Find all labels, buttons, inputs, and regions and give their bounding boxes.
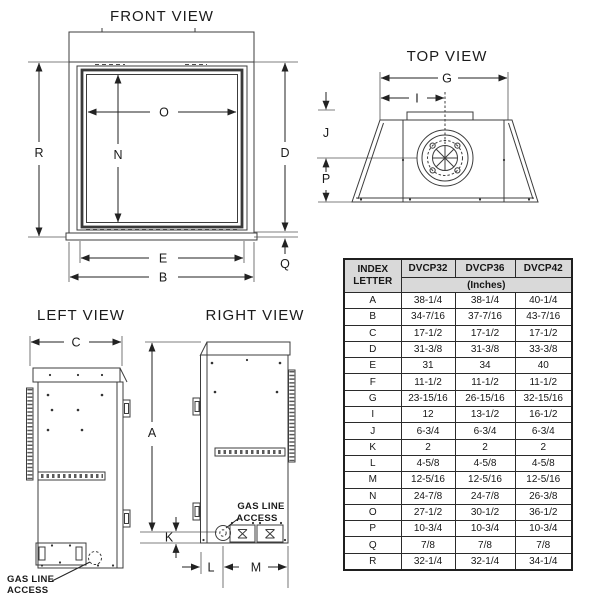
column-header-dvcp36: DVCP36 <box>455 259 515 278</box>
left-view-cabinet-outline <box>27 368 131 568</box>
table-row <box>344 341 572 357</box>
index-letter-cell: G <box>344 390 401 406</box>
index-letter-cell: A <box>344 293 401 309</box>
value-cell: 7/8 <box>515 537 572 553</box>
table-row <box>344 407 572 423</box>
left-view-drawing <box>0 300 150 600</box>
value-cell: 27-1/2 <box>401 504 455 520</box>
index-letter-cell: J <box>344 423 401 439</box>
dim-label-b: B <box>158 270 168 285</box>
dim-i <box>381 92 445 151</box>
value-cell: 26-15/16 <box>455 390 515 406</box>
value-cell: 10-3/4 <box>401 521 455 537</box>
index-letter-header-line2: LETTER <box>353 276 393 287</box>
table-row <box>344 504 572 520</box>
value-cell: 40-1/4 <box>515 293 572 309</box>
table-row <box>344 553 572 570</box>
dim-label-c: C <box>71 335 81 350</box>
table-header-row <box>344 259 572 278</box>
value-cell: 24-7/8 <box>401 488 455 504</box>
value-cell: 23-15/16 <box>401 390 455 406</box>
value-cell: 11-1/2 <box>455 374 515 390</box>
index-letter-cell: O <box>344 504 401 520</box>
value-cell: 12-5/16 <box>401 472 455 488</box>
dim-label-m: M <box>250 560 262 575</box>
index-letter-cell: B <box>344 309 401 325</box>
value-cell: 38-1/4 <box>401 293 455 309</box>
dim-q <box>280 239 290 271</box>
dim-o <box>88 106 236 120</box>
dim-label-e: E <box>158 251 168 266</box>
value-cell: 24-7/8 <box>455 488 515 504</box>
table-row <box>344 358 572 374</box>
table-row <box>344 374 572 390</box>
dim-j-p <box>317 92 417 202</box>
dim-label-i: I <box>415 91 419 106</box>
value-cell: 7/8 <box>455 537 515 553</box>
value-cell: 2 <box>455 439 515 455</box>
value-cell: 32-1/4 <box>455 553 515 570</box>
index-letter-cell: I <box>344 407 401 423</box>
value-cell: 31 <box>401 358 455 374</box>
dim-label-l: L <box>207 560 215 575</box>
dim-label-j: J <box>322 126 330 140</box>
spec-table <box>343 258 573 571</box>
value-cell: 4-5/8 <box>401 455 455 471</box>
dim-d <box>254 62 298 237</box>
value-cell: 2 <box>401 439 455 455</box>
value-cell: 6-3/4 <box>515 423 572 439</box>
gas-line-access-left <box>7 552 102 597</box>
value-cell: 43-7/16 <box>515 309 572 325</box>
value-cell: 31-3/8 <box>455 341 515 357</box>
value-cell: 17-1/2 <box>401 325 455 341</box>
left-view-title: LEFT VIEW <box>37 307 125 324</box>
dim-label-r: R <box>34 146 44 160</box>
dim-label-o: O <box>159 105 169 120</box>
index-letter-cell: P <box>344 521 401 537</box>
dim-label-a: A <box>147 426 157 440</box>
value-cell: 4-5/8 <box>515 455 572 471</box>
table-row <box>344 521 572 537</box>
column-header-dvcp32: DVCP32 <box>401 259 455 278</box>
top-view-title: TOP VIEW <box>406 48 488 65</box>
value-cell: 33-3/8 <box>515 341 572 357</box>
value-cell: 6-3/4 <box>401 423 455 439</box>
table-row <box>344 390 572 406</box>
value-cell: 12-5/16 <box>515 472 572 488</box>
dim-l-m <box>182 546 288 588</box>
index-letter-cell: L <box>344 455 401 471</box>
table-row <box>344 472 572 488</box>
gas-line-access-label-line2: ACCESS <box>7 585 49 596</box>
table-row <box>344 455 572 471</box>
value-cell: 4-5/8 <box>455 455 515 471</box>
gas-line-access-right <box>216 501 285 541</box>
dim-label-n: N <box>113 148 123 162</box>
table-row <box>344 439 572 455</box>
index-letter-cell: N <box>344 488 401 504</box>
front-view-title: FRONT VIEW <box>110 8 214 25</box>
value-cell: 32-15/16 <box>515 390 572 406</box>
index-letter-cell: F <box>344 374 401 390</box>
dim-n <box>113 75 122 222</box>
gas-line-access-label-line2: ACCESS <box>236 513 278 524</box>
value-cell: 34-1/4 <box>515 553 572 570</box>
dim-e <box>80 241 244 266</box>
index-letter-cell: R <box>344 553 401 570</box>
index-letter-cell: E <box>344 358 401 374</box>
value-cell: 6-3/4 <box>455 423 515 439</box>
value-cell: 17-1/2 <box>515 325 572 341</box>
gas-line-access-label-line1: GAS LINE <box>7 574 55 585</box>
value-cell: 34 <box>455 358 515 374</box>
value-cell: 10-3/4 <box>515 521 572 537</box>
table-row <box>344 488 572 504</box>
value-cell: 7/8 <box>401 537 455 553</box>
value-cell: 26-3/8 <box>515 488 572 504</box>
spec-table-body <box>344 293 572 571</box>
value-cell: 37-7/16 <box>455 309 515 325</box>
value-cell: 2 <box>515 439 572 455</box>
dim-c <box>30 336 122 367</box>
table-row <box>344 537 572 553</box>
gas-line-access-label-line1: GAS LINE <box>237 501 285 512</box>
value-cell: 11-1/2 <box>515 374 572 390</box>
top-view-drawing <box>305 40 600 225</box>
units-header: (Inches) <box>401 278 572 293</box>
value-cell: 31-3/8 <box>401 341 455 357</box>
column-header-dvcp42: DVCP42 <box>515 259 572 278</box>
value-cell: 13-1/2 <box>455 407 515 423</box>
right-view-title: RIGHT VIEW <box>205 307 305 324</box>
front-view-unit-outline <box>66 28 257 240</box>
dim-label-g: G <box>442 71 452 86</box>
index-letter-cell: D <box>344 341 401 357</box>
value-cell: 11-1/2 <box>401 374 455 390</box>
dim-r <box>28 62 69 237</box>
value-cell: 12 <box>401 407 455 423</box>
front-view-drawing <box>0 0 320 300</box>
table-row <box>344 423 572 439</box>
index-letter-header-line1: INDEX <box>357 263 389 275</box>
dim-label-k: K <box>164 530 174 545</box>
dim-label-d: D <box>280 146 290 160</box>
value-cell: 40 <box>515 358 572 374</box>
dim-label-q: Q <box>280 257 290 271</box>
value-cell: 34-7/16 <box>401 309 455 325</box>
index-letter-header <box>344 259 401 293</box>
value-cell: 36-1/2 <box>515 504 572 520</box>
spec-table-container <box>343 258 573 571</box>
table-row <box>344 325 572 341</box>
value-cell: 10-3/4 <box>455 521 515 537</box>
index-letter-cell: Q <box>344 537 401 553</box>
index-letter-cell: M <box>344 472 401 488</box>
value-cell: 38-1/4 <box>455 293 515 309</box>
value-cell: 12-5/16 <box>455 472 515 488</box>
index-letter-cell: K <box>344 439 401 455</box>
value-cell: 30-1/2 <box>455 504 515 520</box>
dim-label-p: P <box>321 172 331 186</box>
index-letter-cell: C <box>344 325 401 341</box>
dim-g <box>380 72 508 121</box>
value-cell: 16-1/2 <box>515 407 572 423</box>
right-view-drawing <box>140 300 370 600</box>
dim-a <box>140 342 217 532</box>
table-row <box>344 309 572 325</box>
table-row <box>344 293 572 309</box>
value-cell: 17-1/2 <box>455 325 515 341</box>
value-cell: 32-1/4 <box>401 553 455 570</box>
